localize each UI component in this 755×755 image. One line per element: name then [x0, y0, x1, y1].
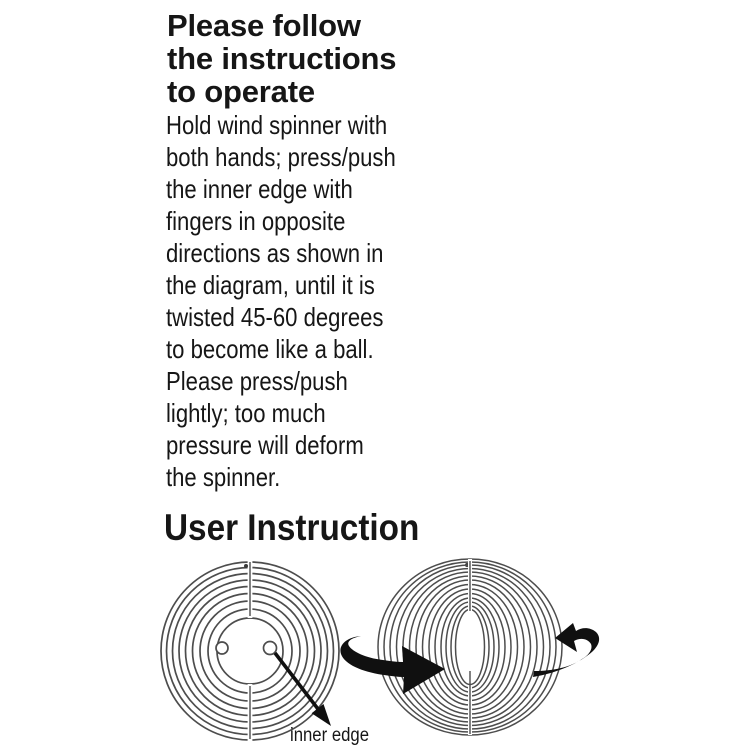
body-line: lightly; too much [166, 398, 326, 428]
intro-title-line: the instructions [167, 41, 397, 76]
intro-title [167, 9, 396, 108]
body-line: twisted 45-60 degrees [166, 302, 384, 332]
section-title: User Instruction [164, 507, 420, 548]
body-line: the diagram, until it is [166, 270, 375, 300]
twisted-spinner-seam [468, 559, 472, 735]
body-line: pressure will deform [166, 430, 364, 460]
inner-edge-label: inner edge [290, 725, 370, 746]
user-instruction-diagram [0, 548, 755, 755]
body-line: both hands; press/push [166, 142, 396, 172]
finger-holes [216, 642, 277, 655]
flat-spinner-seam [248, 559, 253, 742]
body-line: to become like a ball. [166, 334, 374, 364]
intro-title-line: to operate [167, 74, 315, 109]
body-line: fingers in opposite [166, 206, 346, 236]
body-line: directions as shown in [166, 238, 384, 268]
body-line: the spinner. [166, 462, 281, 492]
intro-title-line: Please follow [167, 8, 361, 43]
body-line: Please press/push [166, 366, 348, 396]
body-line: the inner edge with [166, 174, 353, 204]
body-line: Hold wind spinner with [166, 110, 388, 140]
intro-body-text [166, 109, 396, 493]
